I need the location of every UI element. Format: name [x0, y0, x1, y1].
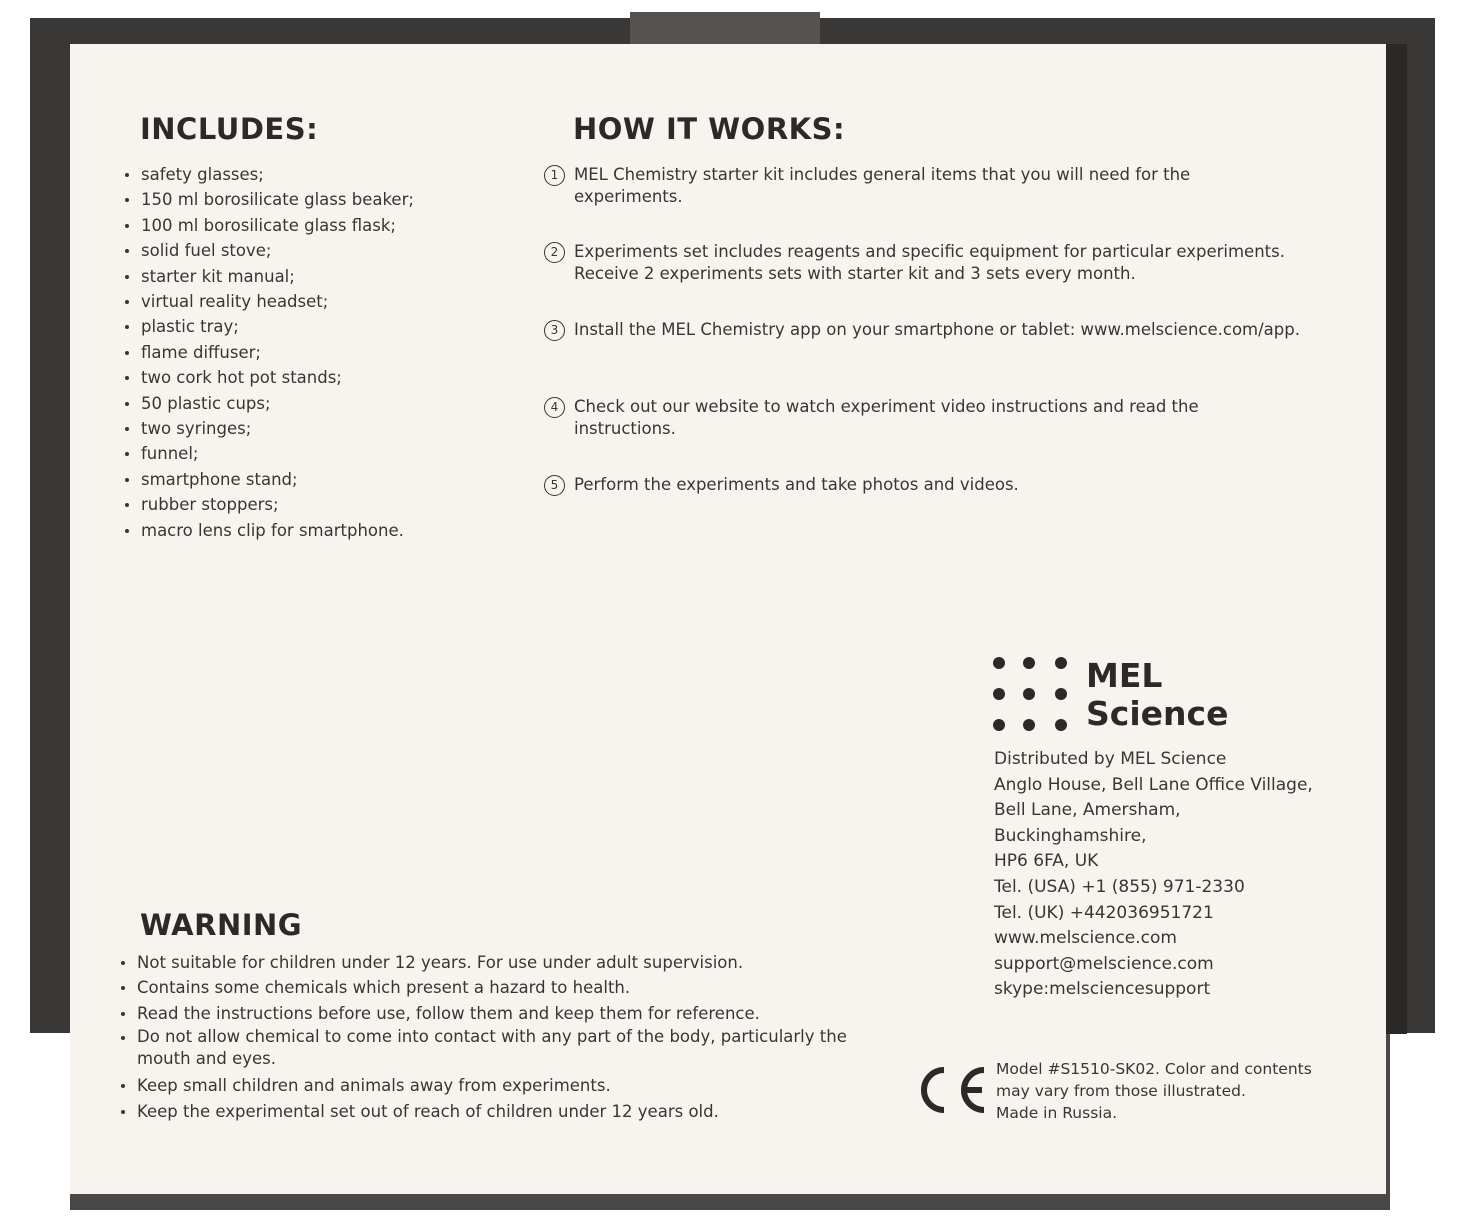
- step-text: Perform the experiments and take photos and videos.: [574, 475, 1019, 494]
- includes-heading: INCLUDES:: [140, 112, 319, 146]
- list-item: Not suitable for children under 12 years. For use under adult supervision.: [121, 950, 877, 975]
- address-line: skype:melsciencesupport: [994, 979, 1211, 1000]
- warning-heading: WARNING: [140, 908, 303, 942]
- step-number-badge: 1: [544, 165, 565, 186]
- step-text: Check out our website to watch experiment video instructions and read the instructions.: [574, 397, 1199, 438]
- includes-list: [125, 162, 414, 543]
- list-item: flame diffuser;: [125, 340, 414, 365]
- address-line: Bell Lane, Amersham,: [994, 800, 1181, 821]
- distributor-address: [994, 747, 1313, 1003]
- list-item: Keep the experimental set out of reach of children under 12 years old.: [121, 1099, 877, 1124]
- warning-list: [121, 950, 877, 1124]
- step-text: Experiments set includes reagents and specific equipment for particular experiments. Receive 2 experiments sets with starter kit and 3 sets every month.: [574, 242, 1285, 283]
- address-line: Tel. (UK) +442036951721: [994, 902, 1214, 923]
- step-number-badge: 5: [544, 475, 565, 496]
- step-text: Install the MEL Chemistry app on your smartphone or tablet: www.melscience.com/app.: [574, 320, 1300, 339]
- list-item: funnel;: [125, 441, 414, 466]
- list-item: two syringes;: [125, 416, 414, 441]
- list-item: 50 plastic cups;: [125, 391, 414, 416]
- address-line: www.melscience.com: [994, 928, 1177, 949]
- list-item: Read the instructions before use, follow them and keep them for reference.: [121, 1001, 877, 1026]
- address-line: Anglo House, Bell Lane Office Village,: [994, 774, 1313, 795]
- list-item: 100 ml borosilicate glass flask;: [125, 213, 414, 238]
- address-line: Distributed by MEL Science: [994, 749, 1227, 769]
- list-item: macro lens clip for smartphone.: [125, 518, 414, 543]
- how-it-works-heading: HOW IT WORKS:: [573, 112, 846, 146]
- address-line: Buckinghamshire,: [994, 825, 1147, 846]
- box-side-shadow: [1385, 44, 1407, 1034]
- ce-mark-icon: [914, 1062, 986, 1118]
- address-line: HP6 6FA, UK: [994, 851, 1099, 872]
- model-line: Model #S1510-SK02. Color and contents: [996, 1060, 1312, 1078]
- list-item: Keep small children and animals away from experiments.: [121, 1073, 877, 1098]
- list-item: two cork hot pot stands;: [125, 365, 414, 390]
- step-text: MEL Chemistry starter kit includes general items that you will need for the experiments.: [574, 165, 1191, 206]
- model-line: Made in Russia.: [996, 1104, 1118, 1122]
- model-line: may vary from those illustrated.: [996, 1082, 1246, 1100]
- list-item: smartphone stand;: [125, 467, 414, 492]
- list-item: 150 ml borosilicate glass beaker;: [125, 187, 414, 212]
- brand-line-1: MEL: [1086, 656, 1163, 695]
- list-item: Do not allow chemical to come into contact with any part of the body, particularly the mouth and eyes.: [121, 1026, 877, 1070]
- step-number-badge: 2: [544, 242, 565, 263]
- list-item: solid fuel stove;: [125, 238, 414, 263]
- model-info: [996, 1058, 1356, 1124]
- brand-name: [1086, 657, 1228, 733]
- list-item: Contains some chemicals which present a hazard to health.: [121, 975, 877, 1000]
- step-number-badge: 4: [544, 397, 565, 418]
- list-item: plastic tray;: [125, 314, 414, 339]
- brand-line-2: Science: [1086, 694, 1229, 733]
- address-line: support@melscience.com: [994, 953, 1214, 974]
- list-item: safety glasses;: [125, 162, 414, 187]
- list-item: virtual reality headset;: [125, 289, 414, 314]
- address-line: Tel. (USA) +1 (855) 971-2330: [994, 876, 1245, 897]
- step-number-badge: 3: [544, 320, 565, 341]
- list-item: rubber stoppers;: [125, 492, 414, 517]
- list-item: starter kit manual;: [125, 264, 414, 289]
